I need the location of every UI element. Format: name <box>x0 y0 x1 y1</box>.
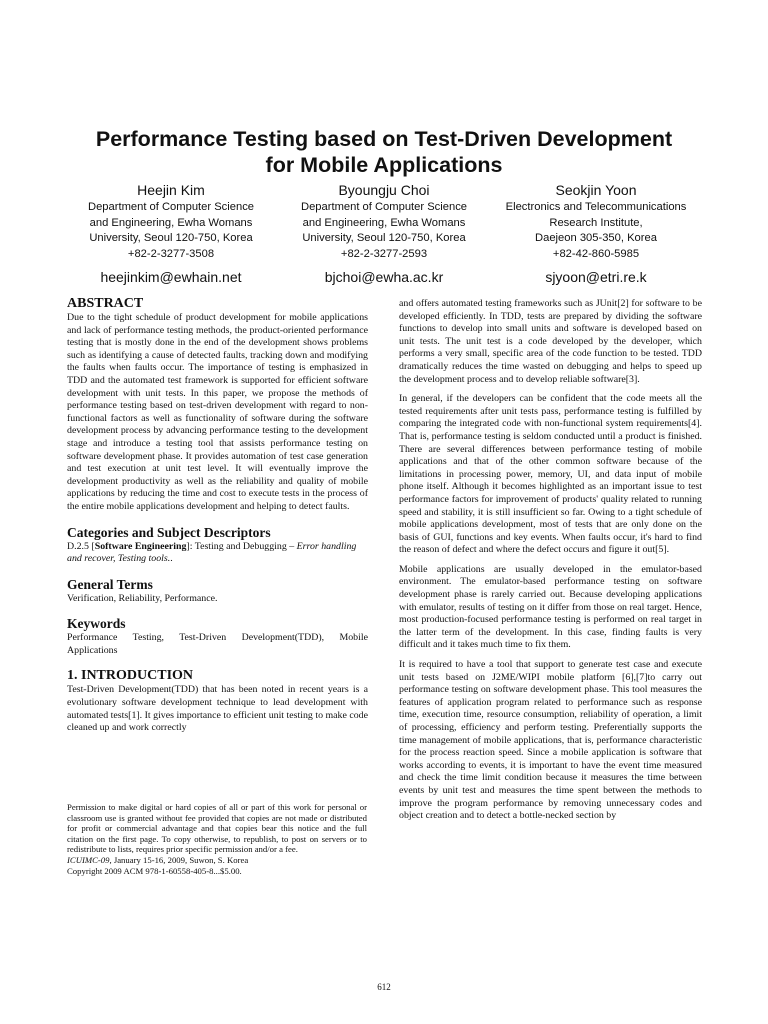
venue-name: ICUIMC-09 <box>67 854 110 865</box>
author-phone: +82-42-860-5985 <box>552 247 640 260</box>
author-email: sjyoon@etri.re.k <box>545 269 647 285</box>
keywords-text: Performance Testing, Test-Driven Development(TDD), Mobile Applications <box>67 632 368 656</box>
venue-details: , January 15-16, 2009, Suwon, S. Korea <box>109 854 249 865</box>
author-name: Heejin Kim <box>137 182 205 198</box>
body-paragraph: and offers automated testing frameworks such as JUnit[2] for software to be developed efficiently. In TDD, tests are prepared by dividing the software functions to develop into small units and software is developed based on unit tests. The unit test is a code developed by the developer, which performs a very small, specific area of the code function to be tested. TDD dramatically reduces the time wasted on debugging and helps to speed up the development process and to develop reliable software[3]. <box>399 298 702 385</box>
copyright-line: Copyright 2009 ACM 978-1-60558-405-8...$5.00. <box>67 865 242 876</box>
general-terms-text: Verification, Reliability, Performance. <box>67 592 218 604</box>
paper-title <box>40 126 728 178</box>
abstract-heading: ABSTRACT <box>67 296 144 311</box>
author-affiliation-line: University, Seoul 120-750, Korea <box>89 232 253 244</box>
title-line-2: for Mobile Applications <box>265 153 503 177</box>
author-affiliation-line: Department of Computer Science <box>300 201 468 213</box>
author-name: Byoungju Choi <box>338 182 430 198</box>
venue-line <box>67 855 367 866</box>
author-name: Seokjin Yoon <box>555 182 637 198</box>
author-email: bjchoi@ewha.ac.kr <box>324 269 444 285</box>
categories-italic: Error handling and recover, Testing tools. <box>67 540 357 565</box>
author-3 <box>491 181 701 286</box>
abstract-text: Due to the tight schedule of product development for mobile applications and lack of performance testing methods, the product-oriented performance testing that is mostly done in the end of the development shows problems such as identifying a cause of detected faults, tracking down and modifying the faults when faults occur. The importance of testing is emphasized in TDD and the automated test framework is supported for efficient software development with unit tests. In this paper, we propose the methods of performance testing based on test-driven development with regard to non-functional factors as well as functionality of software during the software development process by advancing performance testing to the development stage and introduce a testing tool that assists performance testing on software development phase. It provides automation of test case generation and test execution at unit test level. It will eventually improve the development productivity as well as the reliability and quality of mobile applications by reducing the time and cost to execute tests in the process of the entire mobile applications development and helping to detect faults. <box>67 312 368 512</box>
introduction-text: Test-Driven Development(TDD) that has been noted in recent years is a evolutionary software development technique to lead development with automated tests[1]. It gives importance to efficient unit testing to make code cleaned up and work correctly <box>67 684 368 734</box>
author-affiliation-line: Electronics and Telecommunications <box>505 201 687 213</box>
body-paragraph: Mobile applications are usually developed in the emulator-based environment. The emulator-based performance testing on software development phase is rarely carried out. Because developing applications with emulator, results of testing on it differ from those on real target. Hence, most production-focused performance testing is performed on real target in the latter term of the development. In this case, finding faults is very difficult and it takes much time to fix them. <box>399 563 702 651</box>
categories-heading: Categories and Subject Descriptors <box>67 524 271 540</box>
author-affiliation-line: and Engineering, Ewha Womans <box>302 216 466 229</box>
author-2 <box>279 181 489 286</box>
general-terms-heading: General Terms <box>67 576 153 592</box>
body-paragraph: In general, if the developers can be confident that the code meets all the tested requirements after unit tests pass, performance testing is fulfilled by comparing the integrated code with non-functional system requirements[4]. That is, performance testing is seldom conducted until a product is finished. There are several differences between performance testing of mobile applications and that of the other common software because of the limitations in processing power, memory, UI, and data input of mobile phone itself. Although it becomes highlighted as an important issue to test performance factors for improvement of products' quality related to running speed and stability, it is still insufficient so far. Owing to a tight schedule of mobile applications development, most of tests that are only done on the basis of GUI, functions and key events. When faults occur, it's hard to find the reason of defect and where the defect occurs and figure it out[5]. <box>399 393 702 556</box>
categories-mid: ]: Testing and Debugging – <box>186 540 297 552</box>
keywords-heading: Keywords <box>67 616 126 632</box>
categories-text <box>67 541 368 566</box>
body-paragraph: It is required to have a tool that support to generate test case and execute unit tests based on J2ME/WIPI mobile platform [6],[7]to carry out performance testing on software development phase. This tool measures the features of application program related to performance such as response time, execution time, resource consumption, reliability of operation, a limit of processing, efficiency and perform testing. Preferentially supports the time management of mobile applications, that is, performance characteristic for the process reaction speed. Since a mobile application is software that works according to events, it is important to have the event time measured and check the time limit condition because it measures the time between events by unit test and measures the time spent between the methods to improve the program performance by removing unnecessary codes and object creation and to detect a bottle-necked section by <box>399 659 702 822</box>
categories-code: D.2.5 [ <box>67 540 95 552</box>
title-line-1: Performance Testing based on Test-Driven Development <box>95 127 673 151</box>
left-column <box>67 296 368 735</box>
author-phone: +82-2-3277-3508 <box>127 247 215 260</box>
permission-text: Permission to make digital or hard copies of all or part of this work for personal or classroom use is granted without fee provided that copies are not made or distributed for profit or commercial advantage and that copies bear this notice and the full citation on the first page. To copy otherwise, to republish, to post on servers or to redistribute to lists, requires prior specific permission and/or a fee. <box>67 802 367 855</box>
author-block <box>68 181 708 285</box>
categories-end: . <box>170 553 173 565</box>
copyright-notice <box>67 802 367 876</box>
author-affiliation-line: Daejeon 305-350, Korea <box>535 232 657 244</box>
right-column <box>399 298 702 823</box>
introduction-heading: 1. INTRODUCTION <box>67 668 194 684</box>
author-phone: +82-2-3277-2593 <box>340 247 428 260</box>
page-number: 612 <box>377 982 391 992</box>
author-affiliation-line: Research Institute, <box>549 216 643 229</box>
author-affiliation-line: University, Seoul 120-750, Korea <box>302 232 466 244</box>
author-affiliation-line: and Engineering, Ewha Womans <box>89 216 253 229</box>
author-1 <box>66 181 276 286</box>
author-affiliation-line: Department of Computer Science <box>87 201 255 213</box>
author-email: heejinkim@ewhain.net <box>100 269 242 285</box>
categories-bold: Software Engineering <box>94 540 187 552</box>
